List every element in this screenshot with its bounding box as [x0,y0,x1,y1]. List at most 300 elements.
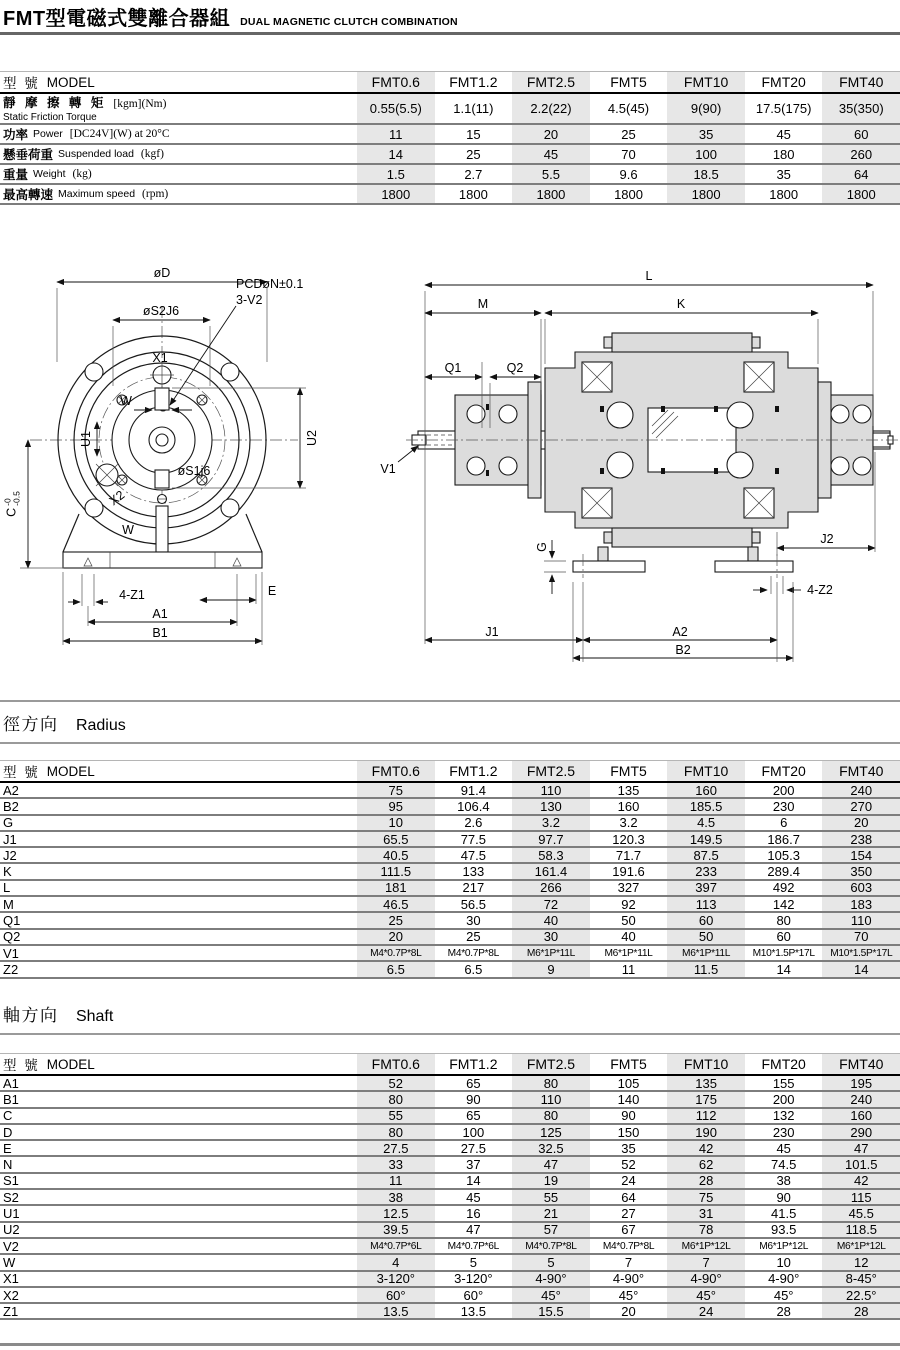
value-cell: 1800 [769,186,799,202]
value-cell: FMT40 [822,1054,900,1074]
row-label: K [0,864,357,878]
value-cell: 39.5 [357,1223,435,1237]
value-cell: FMT1.2 [449,74,498,90]
row-label: A2 [0,783,357,797]
value-cell: 65 [466,1108,481,1123]
value-cell: 35(350) [822,94,900,123]
value-cell: 72 [512,897,590,911]
value-cell: 266 [512,881,590,895]
value-cell: 45° [667,1288,745,1302]
value-cell: 140 [617,1092,640,1107]
value-cell: 77.5 [460,831,487,847]
value-cell: 62 [667,1157,745,1171]
table-row [0,1109,900,1125]
dim-label-v1: V1 [380,462,396,476]
value-cell: 38 [776,1173,791,1189]
value-cell: 28 [822,1304,900,1318]
value-cell: 1.5 [357,165,435,183]
value-cell: 9 [512,962,590,976]
value-cell: 1800 [458,186,488,202]
value-cell: 55 [357,1109,435,1123]
value-cell: FMT5 [610,74,647,90]
value-cell: 7 [667,1255,745,1269]
value-cell: 90 [621,1108,636,1123]
dim-label-w-top: W [120,394,132,408]
value-cell: 191.6 [612,864,645,879]
value-cell: M4*0.7P*8L [357,946,435,960]
value-cell: 80 [776,913,791,928]
value-cell: 150 [617,1124,640,1140]
value-cell: 40.5 [357,848,435,862]
table-row [0,897,900,913]
shaft-section-heading [3,1001,113,1026]
value-cell: 45 [466,1190,481,1205]
value-cell: 290 [822,1125,900,1139]
value-cell: M4*0.7P*8L [447,947,500,959]
spec-row-label: 重量 Weight (kg) [0,165,357,183]
dim-label-e: E [267,584,277,598]
value-cell: 10 [357,816,435,830]
model-header-row [0,1054,900,1076]
value-cell: 11 [621,962,636,977]
value-cell: 190 [667,1125,745,1139]
table-row [0,881,900,897]
table-row [0,1190,900,1206]
value-cell: 3.2 [619,815,638,830]
value-cell: 6.5 [464,962,483,977]
model-header-label [0,72,357,92]
value-cell: 87.5 [667,848,745,862]
dim-label-x2: X2 [106,487,128,509]
value-cell: FMT1.2 [449,763,498,779]
model-header-label [0,1054,357,1074]
value-cell: M4*0.7P*8L [602,1240,655,1252]
value-cell: 101.5 [822,1157,900,1171]
value-cell: 327 [617,880,640,896]
value-cell: 52 [621,1157,636,1172]
row-label: N [0,1157,357,1171]
value-cell: FMT0.6 [357,72,435,92]
value-cell: 105 [617,1076,640,1091]
shaft-heading-divider [0,1033,900,1035]
model-header-english: MODEL [46,763,95,779]
value-cell: 16 [466,1206,481,1221]
value-cell: 3-120° [357,1272,435,1286]
dim-label-4z2: 4-Z2 [807,583,833,597]
value-cell: 38 [357,1190,435,1204]
value-cell: 230 [772,1124,795,1140]
value-cell: 4 [357,1255,435,1269]
dim-label-l: L [645,269,653,283]
model-header-chinese: 型 號 [3,765,40,780]
radius-table [0,760,900,979]
spec-label-twoline: 靜 摩 擦 轉 矩 [kgm](Nm) Static Friction Torque [3,95,167,123]
value-cell: FMT20 [761,74,806,90]
model-header-english: MODEL [46,74,95,90]
spec-row-label: 最高轉速 Maximum speed (rpm) [0,185,357,203]
value-cell: 4-90° [768,1271,800,1286]
value-cell: 30 [466,913,481,928]
shaft-heading-chinese: 軸方向 [3,1006,59,1025]
value-cell: 42 [667,1141,745,1155]
model-header-chinese: 型 號 [3,1058,40,1073]
page-title [3,2,458,31]
value-cell: 1800 [357,185,435,203]
value-cell: FMT20 [761,763,806,779]
value-cell: 28 [667,1174,745,1188]
value-cell: 25 [466,146,481,162]
value-cell: 200 [772,783,795,798]
value-cell: 4.5(45) [607,101,650,116]
value-cell: FMT2.5 [512,761,590,781]
dim-label-pcd: PCDøN±0.1 [236,277,304,291]
value-cell: 111.5 [357,864,435,878]
value-cell: 9(90) [667,94,745,123]
row-label: D [0,1125,357,1139]
value-cell: 60 [822,125,900,143]
dim-label-u1: U1 [79,431,93,447]
value-cell: 60 [776,929,791,944]
value-cell: 7 [624,1255,633,1270]
value-cell: 78 [667,1223,745,1237]
table-row [0,783,900,799]
row-label: L [0,881,357,895]
value-cell: 161.4 [512,864,590,878]
value-cell: 37 [466,1157,481,1172]
value-cell: FMT1.2 [449,1056,498,1072]
dim-label-od: øD [153,266,171,280]
value-cell: 15.5 [512,1304,590,1318]
value-cell: 11 [357,125,435,143]
value-cell: 110 [512,1092,590,1106]
spec-row-label [0,94,357,123]
value-cell: 1800 [667,185,745,203]
value-cell: 5 [469,1255,477,1270]
table-row [0,799,900,815]
value-cell: 27.5 [357,1141,435,1155]
spec-row [0,145,900,165]
value-cell: 3.2 [512,816,590,830]
value-cell: 4.5 [667,816,745,830]
table-row [0,946,900,962]
value-cell: 113 [667,897,745,911]
value-cell: 6.5 [357,962,435,976]
value-cell: 603 [822,881,900,895]
value-cell: 91.4 [460,783,487,798]
row-label: Z2 [0,962,357,976]
value-cell: FMT20 [761,1056,806,1072]
value-cell: 13.5 [460,1304,487,1319]
value-cell: 155 [772,1076,795,1091]
value-cell: 31 [667,1206,745,1220]
value-cell: 80 [512,1109,590,1123]
dim-label-q1: Q1 [444,361,462,375]
value-cell: M6*1P*11L [604,947,653,959]
value-cell: 40 [621,929,636,944]
shaft-table [0,1053,900,1320]
value-cell: 1.1(11) [453,101,494,116]
dim-label-j2: J2 [820,532,834,546]
dim-label-4z1: 4-Z1 [119,588,145,602]
value-cell: 64 [822,165,900,183]
dim-label-x1: X1 [152,351,168,365]
value-cell: FMT10 [667,1054,745,1074]
value-cell: M10*1.5P*17L [822,946,900,960]
table-row [0,930,900,946]
value-cell: 106.4 [457,799,490,814]
table-row [0,1157,900,1173]
value-cell: FMT10 [667,761,745,781]
value-cell: 0.55(5.5) [357,94,435,123]
value-cell: 45 [512,145,590,163]
value-cell: 130 [512,799,590,813]
row-label: S2 [0,1190,357,1204]
value-cell: 217 [462,880,485,896]
table-row [0,962,900,978]
dim-label-j1: J1 [485,625,499,639]
row-label: Q1 [0,913,357,927]
row-label: B1 [0,1092,357,1106]
dim-label-os1: øS1j6 [177,464,211,478]
dim-label-a2: A2 [672,625,688,639]
value-cell: M4*0.7P*6L [357,1239,435,1253]
value-cell: M4*0.7P*8L [512,1239,590,1253]
spec-row [0,94,900,125]
dim-label-os2: øS2J6 [142,304,180,318]
value-cell: 45 [776,1141,791,1156]
value-cell: 9.6 [619,166,638,182]
value-cell: 160 [667,783,745,797]
row-label: G [0,816,357,830]
value-cell: 35 [776,166,791,182]
dim-label-w-bottom: W [122,523,134,537]
value-cell: 80 [357,1092,435,1106]
dim-label-pcd-block [236,276,303,309]
table-row [0,1092,900,1108]
value-cell: 183 [822,897,900,911]
value-cell: 270 [822,799,900,813]
section-divider [0,700,900,702]
value-cell: 80 [512,1076,590,1090]
value-cell: 45° [512,1288,590,1302]
value-cell: 154 [822,848,900,862]
row-label: S1 [0,1174,357,1188]
spec-row [0,165,900,185]
value-cell: 13.5 [357,1304,435,1318]
value-cell: 492 [772,880,795,896]
table-row [0,1223,900,1239]
value-cell: 28 [776,1304,791,1319]
value-cell: 6 [780,815,788,830]
row-label: M [0,897,357,911]
value-cell: FMT10 [667,72,745,92]
spec-row-label: 功率 Power [DC24V](W) at 20°C [0,125,357,143]
value-cell: 30 [512,930,590,944]
row-label: U1 [0,1206,357,1220]
value-cell: 125 [512,1125,590,1139]
value-cell: 70 [822,930,900,944]
shaft-heading-english: Shaft [75,1008,114,1025]
value-cell: 120.3 [612,831,645,847]
value-cell: 240 [822,783,900,797]
value-cell: 230 [772,799,795,814]
front-view-drawing [20,282,306,645]
row-label: A1 [0,1076,357,1090]
table-row [0,832,900,848]
value-cell: 24 [667,1304,745,1318]
dim-label-a1: A1 [152,607,168,621]
radius-section-heading [3,710,126,735]
value-cell: 397 [667,881,745,895]
value-cell: 75 [667,1190,745,1204]
table-row [0,1239,900,1255]
value-cell: 180 [772,146,795,162]
value-cell: 181 [357,881,435,895]
value-cell: 25 [466,929,481,944]
value-cell: 5.5 [512,165,590,183]
value-cell: FMT0.6 [357,761,435,781]
value-cell: 47 [822,1141,900,1155]
section-view-drawing [398,285,898,662]
value-cell: 45° [618,1287,639,1303]
value-cell: 160 [822,1109,900,1123]
value-cell: 50 [667,930,745,944]
value-cell: 90 [776,1190,791,1205]
value-cell: 2.7 [464,166,483,182]
row-label: J1 [0,832,357,846]
value-cell: 1800 [614,186,643,202]
value-cell: 186.7 [767,831,800,847]
model-header-chinese: 型 號 [3,76,40,91]
value-cell: 22.5° [822,1288,900,1302]
value-cell: 47.5 [460,848,487,863]
value-cell: M4*0.7P*6L [447,1240,500,1252]
value-cell: FMT5 [610,763,647,779]
technical-drawings [0,212,900,695]
value-cell: 2.6 [464,815,483,830]
table-row [0,1288,900,1304]
value-cell: M10*1.5P*17L [752,947,815,959]
value-cell: 4-90° [512,1272,590,1286]
value-cell: 46.5 [357,897,435,911]
table-row [0,848,900,864]
value-cell: 71.7 [615,848,642,863]
value-cell: 65 [466,1076,481,1091]
value-cell: 15 [466,126,481,142]
value-cell: 20 [512,125,590,143]
dim-label-k: K [676,297,686,311]
value-cell: 90 [466,1092,481,1107]
dim-label-g: G [535,542,549,552]
table-row [0,816,900,832]
row-label: U2 [0,1223,357,1237]
value-cell: 80 [357,1125,435,1139]
radius-heading-divider [0,742,900,744]
value-cell: 175 [667,1092,745,1106]
value-cell: M6*1P*11L [667,946,745,960]
value-cell: 60° [463,1287,484,1303]
table-row [0,1304,900,1320]
value-cell: 110 [822,913,900,927]
row-label: V2 [0,1239,357,1253]
value-cell: 45 [776,126,791,142]
value-cell: FMT2.5 [512,1054,590,1074]
value-cell: 11 [357,1174,435,1188]
value-cell: 185.5 [667,799,745,813]
value-cell: 60 [667,913,745,927]
value-cell: 11.5 [667,962,745,976]
value-cell: 67 [621,1222,636,1237]
table-row [0,864,900,880]
dim-label-b1: B1 [152,626,168,640]
value-cell: 4-90° [612,1271,645,1286]
value-cell: 64 [621,1190,636,1205]
value-cell: 14 [776,962,791,977]
row-label: V1 [0,946,357,960]
value-cell: 27.5 [460,1141,487,1156]
value-cell: 47 [512,1157,590,1171]
value-cell: 110 [512,783,590,797]
value-cell: 133 [462,864,485,879]
value-cell: M6*1P*12L [759,1240,809,1252]
value-cell: 12 [822,1255,900,1269]
value-cell: FMT0.6 [357,1054,435,1074]
table-row [0,1255,900,1271]
table-row [0,1076,900,1092]
value-cell: 14 [466,1173,481,1189]
dim-label-b2: B2 [675,643,691,657]
page-bottom-bar [0,1343,900,1346]
spec-table [0,71,900,205]
title-english: DUAL MAGNETIC CLUTCH COMBINATION [240,16,458,28]
value-cell: FMT40 [822,72,900,92]
value-cell: 57 [512,1223,590,1237]
value-cell: 56.5 [460,897,487,912]
value-cell: 200 [772,1092,795,1107]
value-cell: 238 [822,832,900,846]
value-cell: 240 [822,1092,900,1106]
value-cell: 105.3 [767,848,800,863]
table-row [0,1125,900,1141]
row-label: Q2 [0,930,357,944]
value-cell: 35 [667,125,745,143]
value-cell: 12.5 [357,1206,435,1220]
value-cell: 35 [621,1141,636,1156]
value-cell: 115 [822,1190,900,1204]
value-cell: 75 [357,783,435,797]
table-row [0,1206,900,1222]
value-cell: 24 [621,1173,636,1189]
table-row [0,1272,900,1288]
row-label: Z1 [0,1304,357,1318]
value-cell: 50 [621,913,636,928]
value-cell: 60° [357,1288,435,1302]
value-cell: 142 [772,897,795,912]
dim-label-u2: U2 [305,430,319,446]
value-cell: 289.4 [767,864,800,879]
value-cell: 260 [822,145,900,163]
value-cell: FMT2.5 [512,72,590,92]
value-cell: 20 [357,930,435,944]
spec-row [0,125,900,145]
value-cell: 45.5 [822,1206,900,1220]
value-cell: 135 [667,1076,745,1090]
value-cell: FMT40 [822,761,900,781]
value-cell: 233 [667,864,745,878]
row-label: J2 [0,848,357,862]
value-cell: 95 [357,799,435,813]
value-cell: 58.3 [512,848,590,862]
